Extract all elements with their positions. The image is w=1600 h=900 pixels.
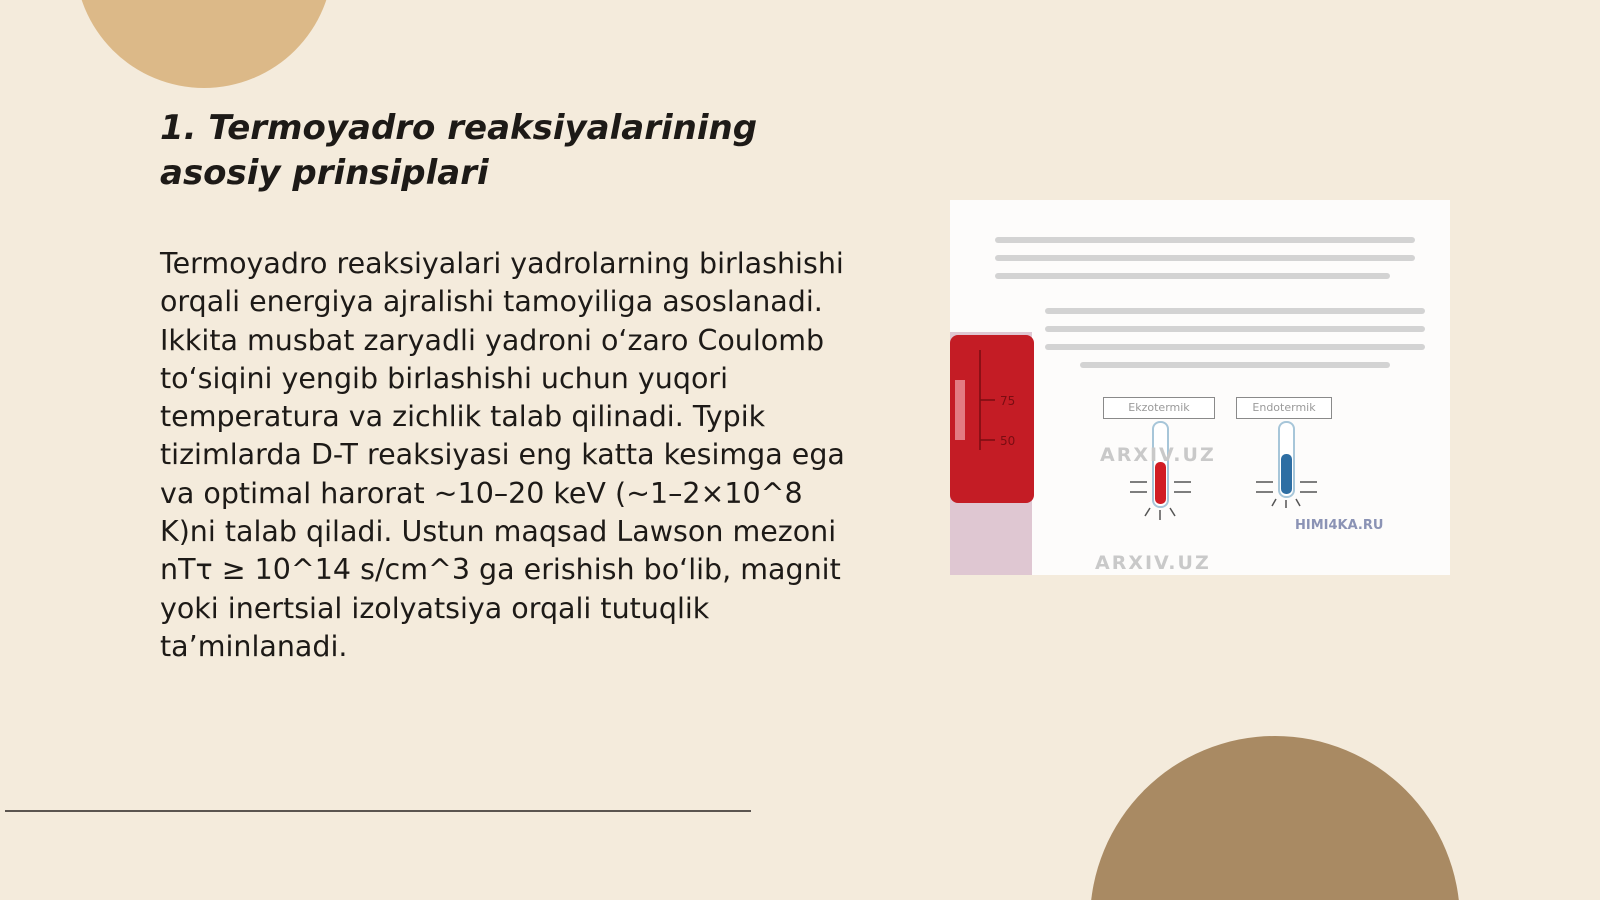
beaker-mark-50: 50 (1000, 434, 1016, 448)
slide-body-text: Termoyadro reaksiyalari yadrolarning birlashishi orqali energiya ajralishi tamoyiliga asoslanadi. Ikkita musbat zaryadli yadroni o‘zaro Coulomb to‘siqini yengib birlashishi uchun yuqori temperatura va zichlik talab qilinadi. Typik tizimlarda D-T reaksiyasi eng katta kesimga ega va optimal harorat ~10–20 keV (~1–2×10^8 K)ni talab qiladi. Ustun maqsad Lawson mezoni nTτ ≥ 10^14 s/cm^3 ga erishish bo‘lib, magnit yoki inertsial izolyatsiya orqali tutuqlik ta’minlanadi. (160, 247, 845, 663)
beaker-mark-75: 75 (1000, 394, 1016, 408)
slide-title: 1. Termoyadro reaksiyalarining asosiy prinsiplari (160, 108, 758, 193)
watermark-text: ARXIV.UZ (1100, 444, 1216, 466)
decorative-circle-bottom (1090, 736, 1460, 900)
divider-line (5, 810, 751, 812)
decorative-circle-top (75, 0, 333, 88)
label-exothermic: Ekzotermik (1103, 397, 1215, 419)
label-endothermic: Endotermik (1236, 397, 1332, 419)
reaction-illustration (950, 200, 1450, 575)
watermark-text: ARXIV.UZ (1095, 552, 1211, 574)
brand-text: HIMI4KA.RU (1295, 518, 1384, 533)
